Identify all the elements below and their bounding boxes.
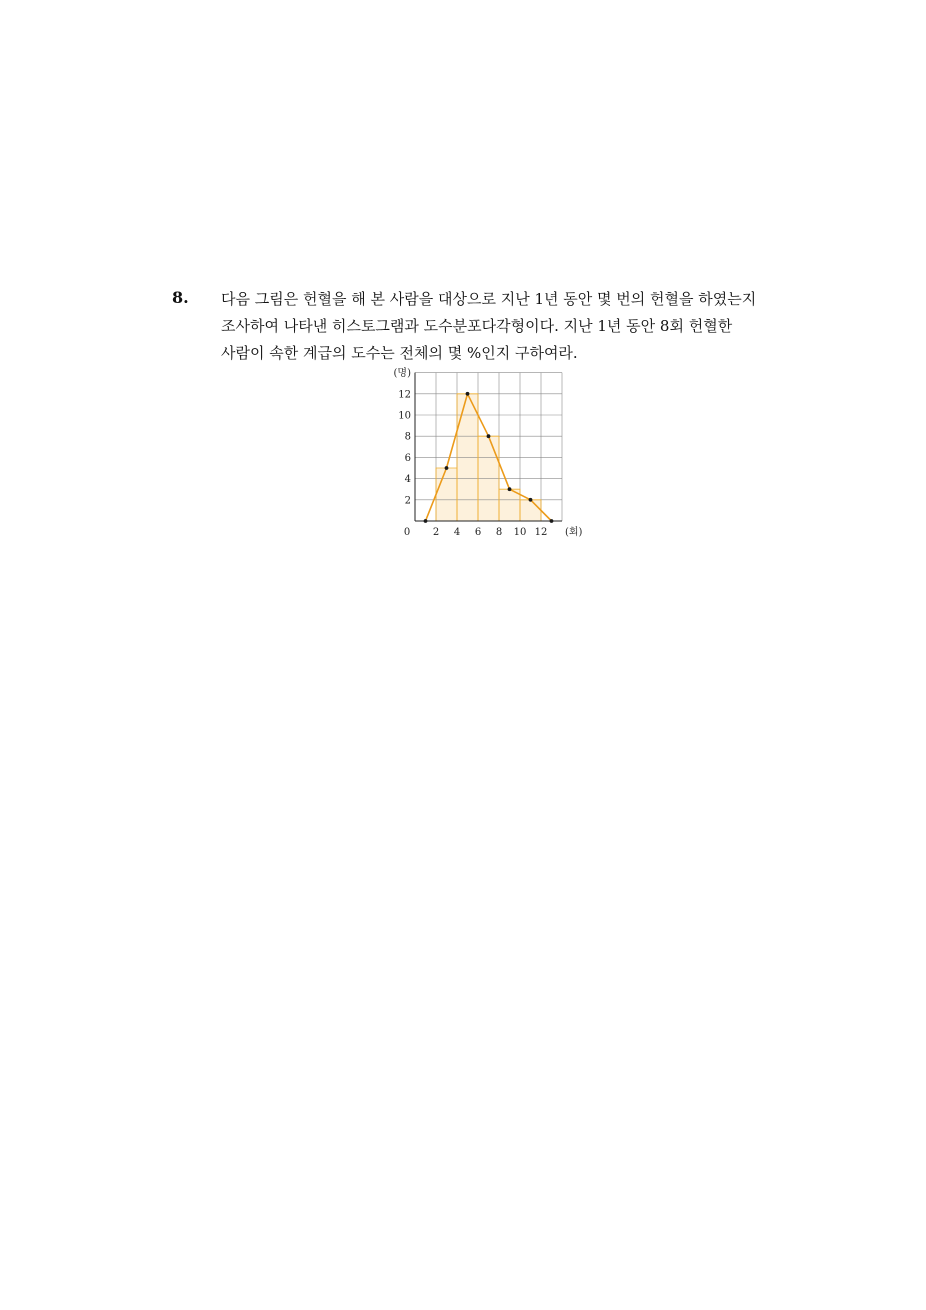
problem-text [221,286,781,367]
polygon-point [508,487,512,491]
y-tick-label: 4 [404,474,411,486]
y-tick-label: 8 [404,431,411,443]
histogram-bar [520,500,541,521]
histogram-bar [436,468,457,521]
x-tick-label: 2 [432,527,440,538]
origin-label: 0 [403,527,411,538]
histogram-figure [370,366,590,546]
x-axis-label: (회) [565,527,583,538]
x-tick-label: 10 [513,527,527,538]
y-tick-label: 6 [404,452,411,464]
problem-number: 8. [172,288,189,307]
y-axis-label: (명) [393,368,411,380]
histogram-bar [499,489,520,521]
x-tick-label: 4 [453,527,461,538]
problem-line: 조사하여 나타낸 히스토그램과 도수분포다각형이다. 지난 1년 동안 8회 헌혈한 [221,317,733,335]
polygon-point [466,392,470,396]
x-tick-label: 6 [474,527,482,538]
histogram-chart [370,366,590,546]
y-tick-label: 10 [398,410,411,422]
y-tick-label: 12 [398,389,411,401]
problem-line: 사람이 속한 계급의 도수는 전체의 몇 %인지 구하여라. [221,344,578,362]
polygon-point [529,498,533,502]
polygon-point [424,519,428,523]
x-tick-label: 8 [495,527,503,538]
problem-line: 다음 그림은 헌혈을 해 본 사람을 대상으로 지난 1년 동안 몇 번의 헌혈을 하였는지 [221,290,757,308]
polygon-point [445,466,449,470]
x-tick-label: 12 [534,527,548,538]
y-tick-label: 2 [404,495,411,507]
polygon-point [550,519,554,523]
polygon-point [487,434,491,438]
